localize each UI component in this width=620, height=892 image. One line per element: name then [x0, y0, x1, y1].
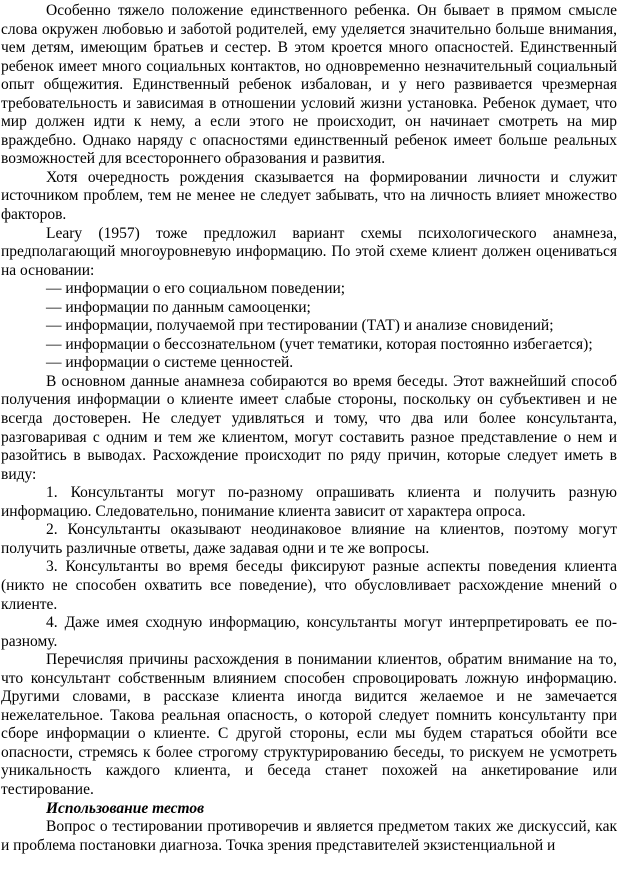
dash-item-value-system: — информации о системе ценностей. — [46, 354, 294, 372]
numbered-item-4: 4. Даже имея сходную информацию, консультанты могут интерпретировать ее по-разному. — [1, 614, 617, 650]
paragraph-leary-scheme: Leary (1957) тоже предложил вариант схемы психологического анамнеза, предполагающий многоуровневую информацию. По этой схеме клиент должен оцениваться на основании: — [1, 224, 617, 279]
numbered-item-2: 2. Консультанты оказывают неодинаковое влияние на клиентов, поэтому могут получить различные ответы, даже задавая одни и те же вопросы. — [1, 521, 617, 557]
dash-item-testing-tat: — информации, получаемой при тестировании (ТАТ) и анализе сновидений; — [46, 317, 554, 335]
numbered-item-1: 1. Консультанты могут по-разному опрашивать клиента и получить разную информацию. Следовательно, понимание клиента зависит от характера опроса. — [1, 484, 617, 520]
numbered-item-3: 3. Консультанты во время беседы фиксируют разные аспекты поведения клиента (никто не способен охватить все поведение), что обусловливает расхождение мнений о клиенте. — [1, 558, 617, 613]
dash-item-self-esteem: — информации по данным самооценки; — [46, 298, 311, 316]
paragraph-testing-question: Вопрос о тестировании противоречив и является предметом таких же дискуссий, как и проблема постановки диагноза. Точка зрения представителей экзистенциальной и — [1, 818, 617, 854]
dash-item-unconscious: — информации о бессознательном (учет тематики, которая постоянно избегается); — [46, 335, 593, 353]
section-heading-test-usage: Использование тестов — [46, 799, 205, 817]
dash-item-social-behavior: — информации о его социальном поведении; — [46, 280, 346, 298]
paragraph-birth-order: Хотя очередность рождения сказывается на формировании личности и служит источником проблем, тем не менее не следует забывать, что на личность влияет множество факторов. — [1, 168, 617, 224]
paragraph-anamnesis-interview: В основном данные анамнеза собираются во время беседы. Этот важнейший способ получения информации о клиенте имеет слабые стороны, поскольку он субъективен и не всегда достоверен. Не следует удивляться и тому, что два или более консультанта, разговаривая с одним и тем же клиентом, могут составить разное представление о нем и разойтись в выводах. Расхождение происходит по ряду причин, которые следует иметь в виду: — [1, 372, 617, 483]
paragraph-false-information: Перечисляя причины расхождения в понимании клиентов, обратим внимание на то, что консультант собственным влиянием способен спровоцировать ложную информацию. Другими словами, в рассказе клиента иногда видится желаемое и не замечается нежелательное. Такова реальная опасность, о которой следует помнить консультанту при сборе информации о клиенте. С другой стороны, если мы будем стараться обойти все опасности, стремясь к более строгому структурированию беседы, то рискуем не усмотреть уникальность каждого клиента, и беседа станет похожей на анкетирование или тестирование. — [1, 651, 617, 798]
paragraph-only-child: Особенно тяжело положение единственного ребенка. Он бывает в прямом смысле слова окружен любовью и заботой родителей, ему уделяется значительно больше внимания, чем детям, имеющим братьев и сестер. В этом кроется много опасностей. Единственный ребенок имеет много социальных контактов, но одновременно незначительный социальный опыт общежития. Единственный ребенок избалован, и у него развивается чрезмерная требовательность и зависимая в отношении условий жизни установка. Ребенок думает, что мир должен идти к нему, а если этого не происходит, он начинает смотреть на мир враждебно. Однако наряду с опасностями единственный ребенок имеет больше реальных возможностей для всестороннего образования и развития. — [1, 2, 617, 168]
